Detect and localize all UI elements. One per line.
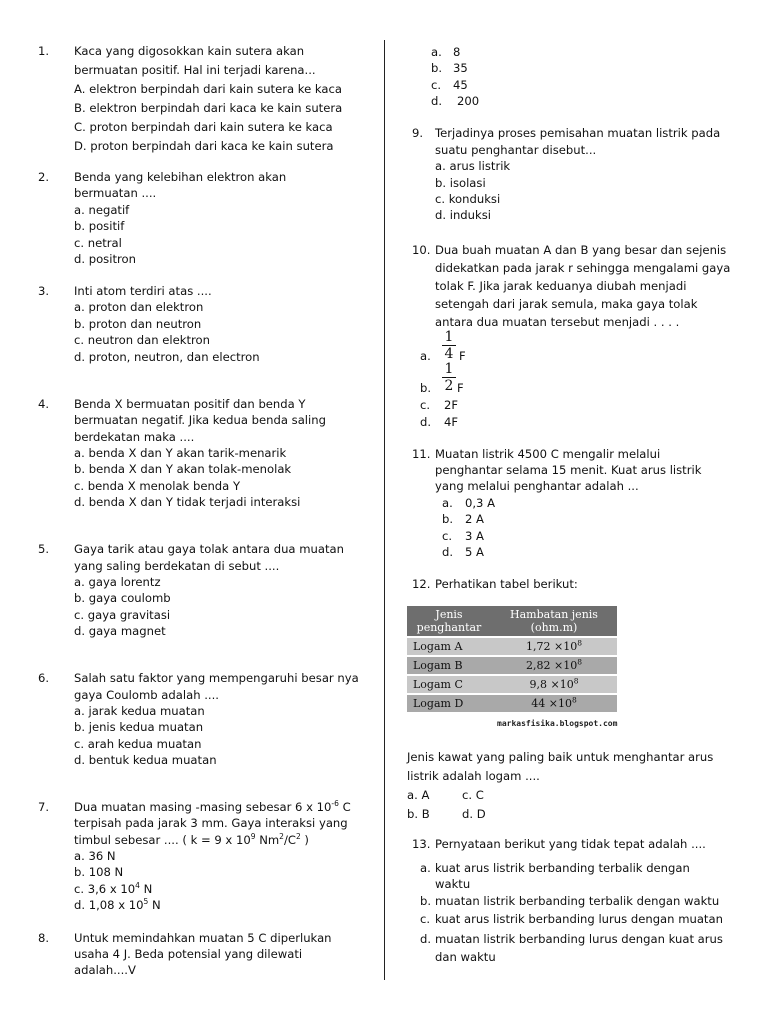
option-d: muatan listrik berbanding lurus dengan kuat arus: [435, 932, 723, 946]
question-text: Inti atom terdiri atas ....: [74, 284, 212, 298]
option-c: C. proton berpindah dari kain sutera ke kaca: [74, 120, 333, 134]
option-b: b. benda X dan Y akan tolak-menolak: [74, 462, 292, 476]
option-a: a. negatif: [74, 203, 130, 217]
table-header-resistivity: Hambatan jenis (ohm.m): [491, 606, 617, 637]
question-text: penghantar selama 15 menit. Kuat arus listrik: [435, 463, 702, 477]
question-text: Muatan listrik 4500 C mengalir melalui: [435, 447, 661, 461]
option-b: 2 A: [465, 512, 484, 526]
question-text: antara dua muatan tersebut menjadi . . . .: [435, 315, 680, 329]
question-number: 4.: [38, 397, 50, 411]
option-d-label: d.: [442, 545, 454, 559]
option-b: 35: [453, 61, 468, 75]
question-text: tolak F. Jika jarak keduanya diubah menjadi: [435, 279, 687, 293]
table-row: [407, 675, 617, 694]
question-text: setengah dari jarak semula, maka gaya tolak: [435, 297, 698, 311]
option-d-label: d.: [420, 932, 432, 946]
question-number: 10.: [412, 243, 431, 257]
question-text: Benda yang kelebihan elektron akan: [74, 170, 287, 184]
option-d: d. positron: [74, 252, 136, 266]
question-text: yang saling berdekatan di sebut ....: [74, 559, 280, 573]
resistivity-table: [407, 606, 617, 712]
option-c: c. arah kedua muatan: [74, 737, 202, 751]
fraction-one-half: 1 2: [442, 362, 456, 393]
option-a-unit: F: [459, 349, 466, 363]
table-cell-resistivity: $9,8 \times 10^8$: [491, 675, 617, 694]
option-b: B. elektron berpindah dari kaca ke kain sutera: [74, 101, 343, 115]
question-text: berdekatan maka ....: [74, 430, 195, 444]
question-text: Kaca yang digosokkan kain sutera akan: [74, 44, 305, 58]
option-d-label: d.: [431, 94, 443, 108]
option-c: 45: [453, 78, 468, 92]
option-a-label: a.: [442, 496, 453, 510]
question-number: 12.: [412, 577, 431, 591]
option-b: b. B: [407, 807, 430, 821]
option-b: b. proton dan neutron: [74, 317, 202, 331]
option-d: 5 A: [465, 545, 484, 559]
question-text: didekatkan pada jarak r sehingga mengalami gaya: [435, 261, 731, 275]
question-text: listrik adalah logam ....: [407, 769, 540, 783]
option-d: d. induksi: [435, 208, 491, 222]
option-b-unit: F: [457, 381, 464, 395]
option-d: d. gaya magnet: [74, 624, 166, 638]
option-c: c. benda X menolak benda Y: [74, 479, 241, 493]
table-cell-material: Logam B: [407, 656, 491, 675]
option-c: c. 3,6 x $10^4$ N: [74, 881, 153, 896]
question-text: terpisah pada jarak 3 mm. Gaya interaksi yang: [74, 816, 348, 830]
table-cell-material: Logam C: [407, 675, 491, 694]
option-c: c. gaya gravitasi: [74, 608, 171, 622]
option-d: D. proton berpindah dari kaca ke kain sutera: [74, 139, 334, 153]
column-divider: [384, 40, 385, 980]
question-number: 8.: [38, 931, 50, 945]
option-d-label: d.: [420, 415, 432, 429]
option-b: muatan listrik berbanding terbalik dengan waktu: [435, 894, 720, 908]
option-c-label: c.: [431, 78, 442, 92]
question-number: 1.: [38, 44, 50, 58]
question-number: 3.: [38, 284, 50, 298]
option-b: b. gaya coulomb: [74, 591, 171, 605]
option-a: a. gaya lorentz: [74, 575, 161, 589]
option-a-label: a.: [420, 861, 431, 875]
option-d: d. 1,08 x $10^5$ N: [74, 897, 161, 912]
question-text: Benda X bermuatan positif dan benda Y: [74, 397, 306, 411]
question-text: Jenis kawat yang paling baik untuk menghantar arus: [407, 750, 714, 764]
question-text: Gaya tarik atau gaya tolak antara dua muatan: [74, 542, 344, 556]
question-number: 9.: [412, 126, 424, 140]
option-d: 4F: [444, 415, 459, 429]
option-d: 200: [457, 94, 480, 108]
option-c: kuat arus listrik berbanding lurus dengan muatan: [435, 912, 723, 926]
option-b: b. isolasi: [435, 176, 486, 190]
option-a: a. arus listrik: [435, 159, 511, 173]
option-c: c. netral: [74, 236, 122, 250]
option-a: a. A: [407, 788, 430, 802]
option-a: 8: [453, 45, 461, 59]
option-b: b. jenis kedua muatan: [74, 720, 204, 734]
option-b-label: b.: [442, 512, 454, 526]
option-b-label: b.: [420, 894, 432, 908]
option-d: d. proton, neutron, dan electron: [74, 350, 260, 364]
option-d: d. D: [462, 807, 486, 821]
option-b-label: b.: [420, 381, 432, 395]
option-c-label: c.: [420, 912, 431, 926]
option-a: A. elektron berpindah dari kain sutera ke kaca: [74, 82, 343, 96]
option-b: b. positif: [74, 219, 125, 233]
option-c: c. neutron dan elektron: [74, 333, 210, 347]
question-text: timbul sebesar .... ( k = 9 x $10^9$ $Nm^2/C^2$ ): [74, 832, 309, 847]
question-number: 2.: [38, 170, 50, 184]
question-text: bermuatan positif. Hal ini terjadi karena...: [74, 63, 316, 77]
option-d: d. benda X dan Y tidak terjadi interaksi: [74, 495, 301, 509]
table-row: [407, 694, 617, 712]
question-text: yang melalui penghantar adalah ...: [435, 479, 639, 493]
option-c: 3 A: [465, 529, 484, 543]
question-number: 7.: [38, 800, 50, 814]
question-text: Dua buah muatan A dan B yang besar dan sejenis: [435, 243, 727, 257]
question-number: 5.: [38, 542, 50, 556]
option-c-label: c.: [442, 529, 453, 543]
option-b: b. 108 N: [74, 865, 124, 879]
option-c-label: c.: [420, 398, 431, 412]
table-credit: markasfisika.blogspot.com: [497, 719, 618, 728]
option-b-label: b.: [431, 61, 443, 75]
question-text: Pernyataan berikut yang tidak tepat adalah ....: [435, 837, 706, 851]
option-c: c. C: [462, 788, 484, 802]
option-a: a. proton dan elektron: [74, 300, 204, 314]
question-text: Terjadinya proses pemisahan muatan listrik pada: [435, 126, 721, 140]
table-cell-material: Logam D: [407, 694, 491, 712]
option-d: d. bentuk kedua muatan: [74, 753, 217, 767]
table-header-material: Jenis penghantar: [407, 606, 491, 637]
table-row: [407, 637, 617, 656]
option-c: c. konduksi: [435, 192, 501, 206]
option-c: 2F: [444, 398, 459, 412]
question-text: Salah satu faktor yang mempengaruhi besar nya: [74, 671, 359, 685]
question-text: Untuk memindahkan muatan 5 C diperlukan: [74, 931, 332, 945]
option-a-cont: waktu: [435, 877, 471, 891]
fraction-one-quarter: 1 4: [442, 330, 456, 361]
question-number: 11.: [412, 447, 431, 461]
table-cell-material: Logam A: [407, 637, 491, 656]
option-a: a. jarak kedua muatan: [74, 704, 205, 718]
table-row: [407, 656, 617, 675]
table-cell-resistivity: $1,72 \times 10^8$: [491, 637, 617, 656]
question-text: usaha 4 J. Beda potensial yang dilewati: [74, 947, 303, 961]
question-text: bermuatan negatif. Jika kedua benda saling: [74, 413, 326, 427]
question-text: Dua muatan masing -masing sebesar 6 x $10^{-6}$ C: [74, 799, 351, 814]
question-text: suatu penghantar disebut...: [435, 143, 597, 157]
question-text: adalah....V: [74, 963, 136, 977]
question-number: 6.: [38, 671, 50, 685]
option-a: a. benda X dan Y akan tarik-menarik: [74, 446, 287, 460]
question-text: gaya Coulomb adalah ....: [74, 688, 219, 702]
option-d-cont: dan waktu: [435, 950, 496, 964]
option-a-label: a.: [420, 349, 431, 363]
question-number: 13.: [412, 837, 431, 851]
table-header-row: [407, 606, 617, 637]
question-text: Perhatikan tabel berikut:: [435, 577, 578, 591]
option-a-label: a.: [431, 45, 442, 59]
option-a: 0,3 A: [465, 496, 496, 510]
table-cell-resistivity: $44 \times 10^8$: [491, 694, 617, 712]
question-text: bermuatan ....: [74, 186, 157, 200]
option-a: a. 36 N: [74, 849, 116, 863]
option-a: kuat arus listrik berbanding terbalik dengan: [435, 861, 690, 875]
table-cell-resistivity: $2,82 \times 10^8$: [491, 656, 617, 675]
